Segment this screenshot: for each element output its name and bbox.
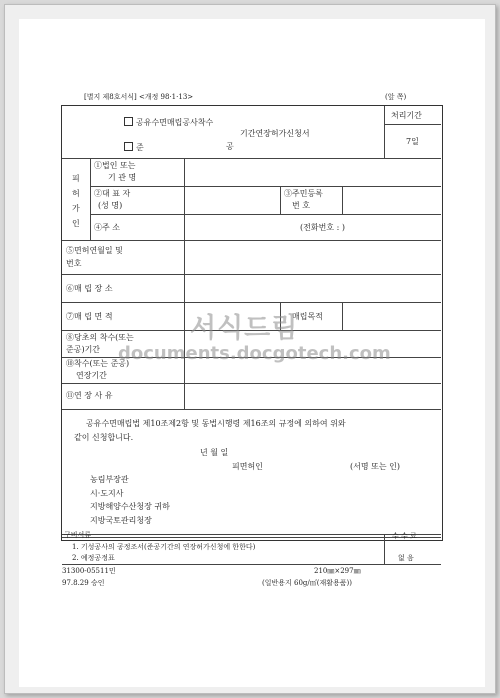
- resident-no-label-b: 번 호: [292, 201, 310, 210]
- paper-type: (일반용지 60g/㎡(재활용품)): [262, 579, 352, 587]
- corp-name-label-b: 기 관 명: [108, 173, 137, 182]
- form-number: [별지 제8호서식] <개정 98·1·13>: [84, 93, 194, 101]
- required-docs-title: 구비서류: [64, 531, 92, 539]
- resident-no-label-a: ③주민등록: [284, 189, 323, 198]
- reclamation-purpose-label: 매립목적: [292, 312, 323, 321]
- form-title: 기간연장허가신청서: [240, 129, 310, 138]
- extension-period-label-a: ⑩착수(또는 준공): [66, 359, 130, 368]
- watermark-url: documents.docgotech.com: [118, 343, 391, 364]
- applicant-label-1: 피: [72, 174, 80, 183]
- representative-label-b: (성 명): [98, 201, 123, 210]
- original-period-label-b: 준공)기간: [66, 345, 101, 354]
- paper-size: 210㎜×297㎜: [314, 567, 361, 575]
- applicant-label-3: 가: [72, 204, 80, 213]
- required-doc-1: 1. 기성공사의 공정조서(준공기간의 연장허가신청에 한한다): [72, 543, 256, 551]
- approval-date: 97.8.29 승인: [62, 579, 105, 587]
- fee-value: 없 음: [398, 554, 414, 562]
- checkbox-commencement[interactable]: [124, 117, 133, 126]
- title-option-completion: 준: [124, 142, 144, 152]
- extension-period-label-b: 연장기간: [76, 371, 107, 380]
- applicant-label-4: 인: [72, 219, 80, 228]
- fee-label: 수 수 료: [392, 532, 417, 540]
- processing-period-label: 처리기간: [391, 111, 422, 120]
- title-option-commencement: 공유수면매립공사착수: [124, 117, 213, 127]
- applicant-name-label: 피면허인: [232, 462, 263, 471]
- phone-label: (전화번호 : ): [300, 223, 345, 232]
- form-code: 31300-05511민: [62, 567, 116, 575]
- extension-reason-label: ⑪연 장 사 유: [66, 391, 113, 400]
- statement-line-1: 공유수면매립법 제10조제2항 및 동법시행령 제16조의 규정에 의하여 위와: [86, 419, 346, 428]
- license-date-label-a: ⑤면허연월일 및: [66, 246, 123, 255]
- addressee-1: 농림부장관: [90, 475, 129, 484]
- signature-label: (서명 또는 인): [350, 462, 400, 471]
- address-label: ④주 소: [94, 223, 120, 232]
- reclamation-area-label: ⑦매 립 면 적: [66, 312, 113, 321]
- required-doc-2: 2. 예정공정표: [72, 554, 115, 562]
- corp-name-label-a: ①법인 또는: [94, 161, 136, 170]
- addressee-4: 지방국토관리청장: [90, 516, 152, 525]
- watermark-korean: 서식드림: [190, 313, 299, 344]
- application-date: 년 월 일: [200, 448, 229, 457]
- addressee-2: 시·도지사: [90, 489, 124, 498]
- license-date-label-b: 번호: [66, 259, 82, 268]
- addressee-3: 지방해양수산청장 귀하: [90, 502, 170, 511]
- title-completion-suffix: 공: [226, 142, 234, 151]
- original-period-label-a: ⑧당초의 착수(또는: [66, 333, 134, 342]
- checkbox-completion[interactable]: [124, 142, 133, 151]
- reclamation-site-label: ⑥매 립 장 소: [66, 284, 113, 293]
- representative-label-a: ②대 표 자: [94, 189, 131, 198]
- statement-line-2: 같이 신청합니다.: [74, 433, 134, 442]
- processing-period-value: 7일: [406, 137, 419, 146]
- applicant-label-2: 허: [72, 189, 80, 198]
- page-side: (앞 쪽): [385, 93, 407, 101]
